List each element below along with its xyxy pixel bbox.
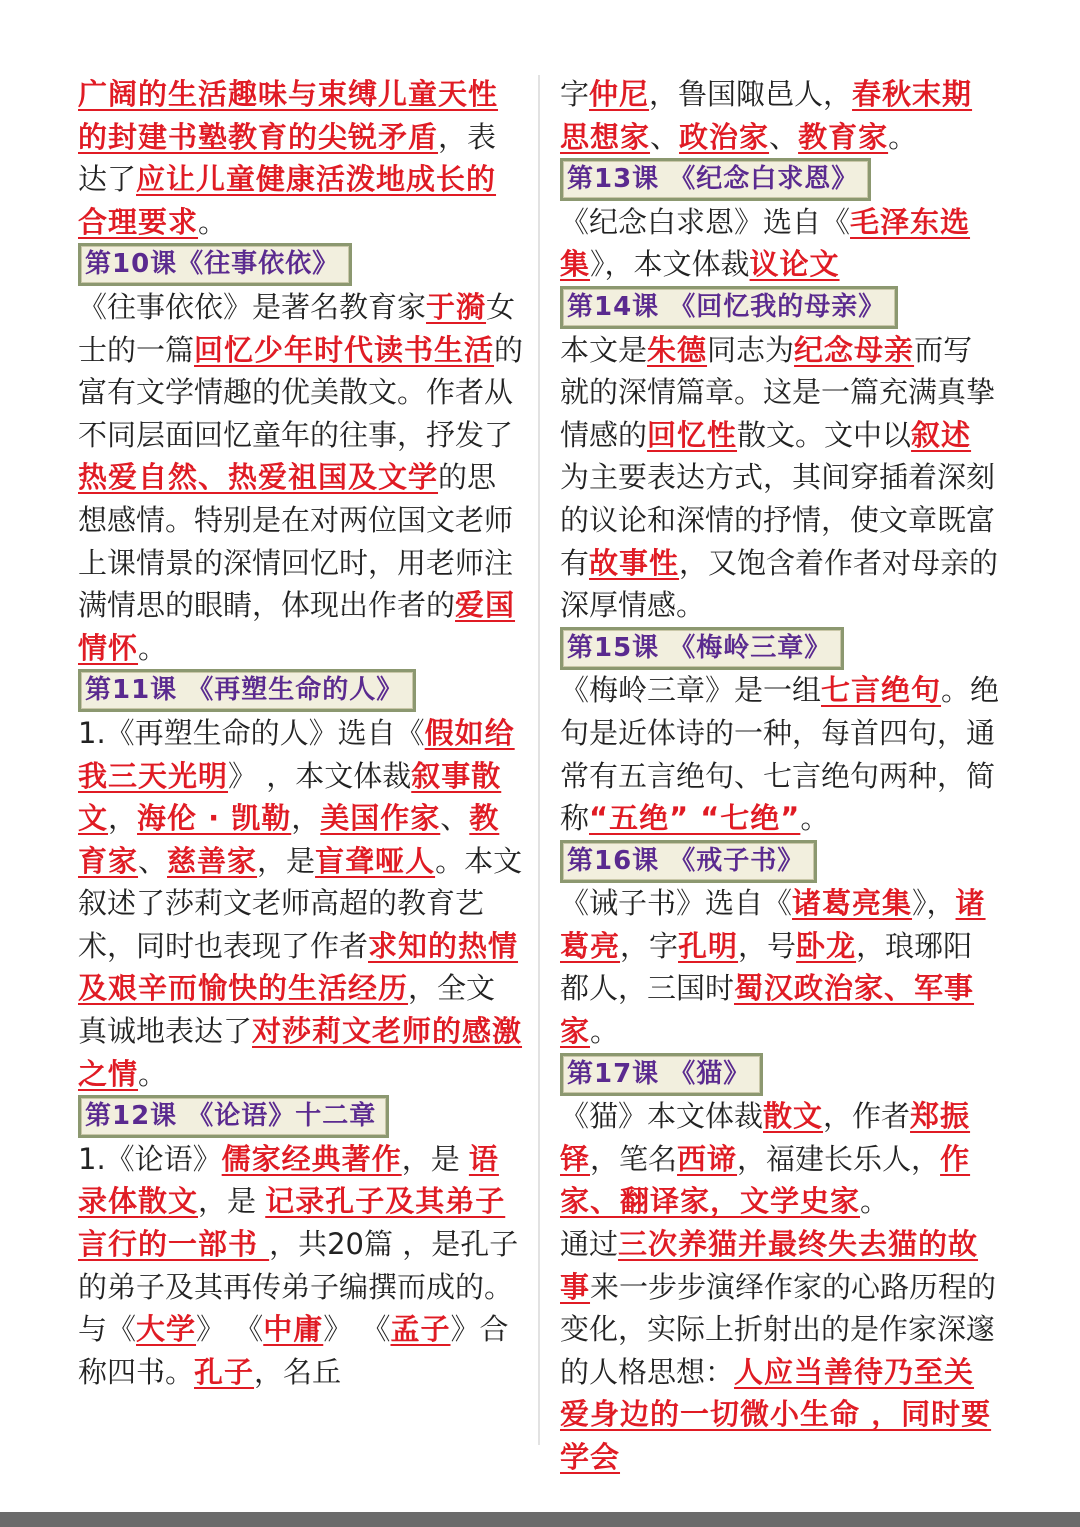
key-point: 慈善家 bbox=[167, 843, 258, 878]
lesson-11-title: 第11课 《再塑生命的人》 bbox=[78, 669, 416, 712]
key-point: 孔子 bbox=[194, 1354, 255, 1389]
key-point: 爱国情怀 bbox=[78, 588, 516, 665]
lesson-11-text: 1.《再塑生命的人》选自《假如给我三天光明》 ，本文体裁叙事散文，海伦 · 凯勒，美国作家、教育家、慈善家，是盲聋哑人。本文叙述了莎莉文老师高超的教育艺术，同时也表现了作者求知的热情及艰辛而愉快的生活经历，全文真诚地表达了对莎莉文老师的感激之情。 bbox=[78, 715, 523, 1091]
text: ，表达了 bbox=[78, 119, 497, 197]
lesson-10-title: 第10课《往事依依》 bbox=[78, 243, 352, 286]
key-point: 七言绝句 bbox=[821, 673, 942, 708]
key-point: 海伦 · 凯勒 bbox=[137, 801, 292, 836]
key-point: 叙事散文 bbox=[78, 758, 502, 836]
key-point: 于漪 bbox=[426, 289, 487, 324]
key-point: 中庸 bbox=[263, 1312, 324, 1347]
key-point: 求知的热情及艰辛而愉快的生活经历 bbox=[78, 928, 519, 1006]
bottom-bar bbox=[0, 1512, 1080, 1527]
key-point: 孟子 bbox=[390, 1312, 451, 1347]
key-point: 叙述 bbox=[911, 417, 972, 452]
lesson-13-title: 第13课 《纪念白求恩》 bbox=[560, 158, 871, 201]
key-point: 西谛 bbox=[677, 1141, 738, 1176]
key-point: 大学 bbox=[136, 1312, 197, 1347]
lesson-14-text: 本文是朱德同志为纪念母亲而写就的深情篇章。这是一篇充满真挚情感的回忆性散文。文中以叙述为主要表达方式，其间穿插着深刻的议论和深情的抒情，使文章既富有故事性，又饱含着作者对母亲的深厚情感。 bbox=[560, 332, 999, 623]
lesson-16-text: 《诫子书》选自《诸葛亮集》，诸葛亮，字孔明，号卧龙，琅琊阳都人，三国时蜀汉政治家、军事家。 bbox=[560, 886, 986, 1049]
key-point: 毛泽东选集 bbox=[560, 204, 971, 282]
column-divider bbox=[538, 75, 540, 1445]
right-column bbox=[560, 73, 1000, 1479]
key-point: “五绝” “七绝” bbox=[589, 801, 801, 836]
key-point: 应让儿童健康活泼地成长的合理要求 bbox=[78, 162, 497, 239]
lesson-12-title: 第12课 《论语》十二章 bbox=[78, 1095, 389, 1138]
key-point: 诸葛亮 bbox=[560, 886, 986, 963]
key-point: 回忆少年时代读书生活 bbox=[194, 332, 495, 367]
key-point: 热爱自然、热爱祖国及文学 bbox=[78, 460, 439, 495]
key-point: 孔明 bbox=[678, 928, 739, 963]
key-point: 散文 bbox=[763, 1099, 824, 1134]
key-point: 美国作家 bbox=[320, 801, 441, 836]
key-point: 诸葛亮集 bbox=[792, 886, 913, 921]
lesson-15-text: 《梅岭三章》是一组七言绝句。绝句是近体诗的一种，每首四句，通常有五言绝句、七言绝句两种，简称“五绝” “七绝”。 bbox=[560, 673, 1000, 836]
lesson-10-text: 《往事依依》是著名教育家于漪女士的一篇回忆少年时代读书生活的富有文学情趣的优美散文。作者从不同层面回忆童年的往事，抒发了热爱自然、热爱祖国及文学的思想感情。特别是在对两位国文老师上课情景的深情回忆时，用老师注满情思的眼睛，体现出作者的爱国情怀。 bbox=[78, 289, 524, 665]
key-point: 教育家 bbox=[78, 801, 500, 878]
key-point: 对莎莉文老师的感激之情 bbox=[78, 1014, 523, 1091]
key-point: 议论文 bbox=[749, 247, 840, 282]
key-point: 春秋末期思想家 bbox=[560, 77, 973, 154]
key-point: 广阔的生活趣味与束缚儿童天性的封建书塾教育的尖锐矛盾 bbox=[78, 77, 499, 154]
key-point: 纪念母亲 bbox=[794, 332, 915, 367]
key-point: 故事性 bbox=[589, 545, 680, 580]
lesson-17-text-2: 通过三次养猫并最终失去猫的故事来一步步演绎作家的心路历程的变化，实际上折射出的是作家深邃的人格思想：人应当善待乃至关爱身边的一切微小生命 ，同时要学会 bbox=[560, 1227, 997, 1474]
lesson-17-text: 《猫》本文体裁散文，作者郑振铎，笔名西谛，福建长乐人，作家、翻译家，文学史家。 bbox=[560, 1099, 971, 1219]
lesson-14-title: 第14课 《回忆我的母亲》 bbox=[560, 286, 898, 329]
paragraph-intro bbox=[78, 73, 524, 243]
key-point: 作家、翻译家，文学史家 bbox=[560, 1141, 971, 1219]
key-point: 郑振铎 bbox=[560, 1099, 971, 1176]
key-point: 教育家 bbox=[798, 119, 889, 154]
key-point: 人应当善待乃至关爱身边的一切微小生命 ，同时要学会 bbox=[560, 1354, 992, 1474]
paragraph-continued: 字仲尼，鲁国陬邑人，春秋末期思想家、政治家、教育家。 bbox=[560, 77, 973, 154]
key-point: 盲聋哑人 bbox=[315, 843, 436, 878]
key-point: 仲尼 bbox=[589, 77, 650, 111]
lesson-15-title: 第15课 《梅岭三章》 bbox=[560, 627, 844, 670]
key-point: 记录孔子及其弟子言行的一部书 bbox=[78, 1184, 506, 1262]
key-point: 语录体散文 bbox=[78, 1141, 499, 1219]
key-point: 三次养猫并最终失去猫的故事 bbox=[560, 1227, 979, 1304]
lesson-12-text: 1.《论语》儒家经典著作，是 语录体散文，是 记录孔子及其弟子言行的一部书 ，共20篇 ，是孔子的弟子及其再传弟子编撰而成的。与《大学》 《中庸》 《孟子》合称四书。孔子，名丘 bbox=[78, 1141, 519, 1389]
lesson-17-title: 第17课 《猫》 bbox=[560, 1053, 763, 1096]
lesson-16-title: 第16课 《戒子书》 bbox=[560, 840, 817, 883]
key-point: 假如给我三天光明 bbox=[78, 715, 515, 793]
key-point: 蜀汉政治家、军事家 bbox=[560, 971, 975, 1049]
key-point: 儒家经典著作 bbox=[221, 1141, 402, 1176]
key-point: 朱德 bbox=[647, 332, 708, 367]
left-column bbox=[78, 73, 524, 1393]
key-point: 回忆性 bbox=[647, 417, 738, 452]
text: 。 bbox=[198, 204, 228, 239]
key-point: 政治家 bbox=[679, 119, 770, 154]
lesson-13-text: 《纪念白求恩》选自《毛泽东选集》，本文体裁议论文 bbox=[560, 204, 971, 282]
key-point: 卧龙 bbox=[796, 928, 857, 963]
